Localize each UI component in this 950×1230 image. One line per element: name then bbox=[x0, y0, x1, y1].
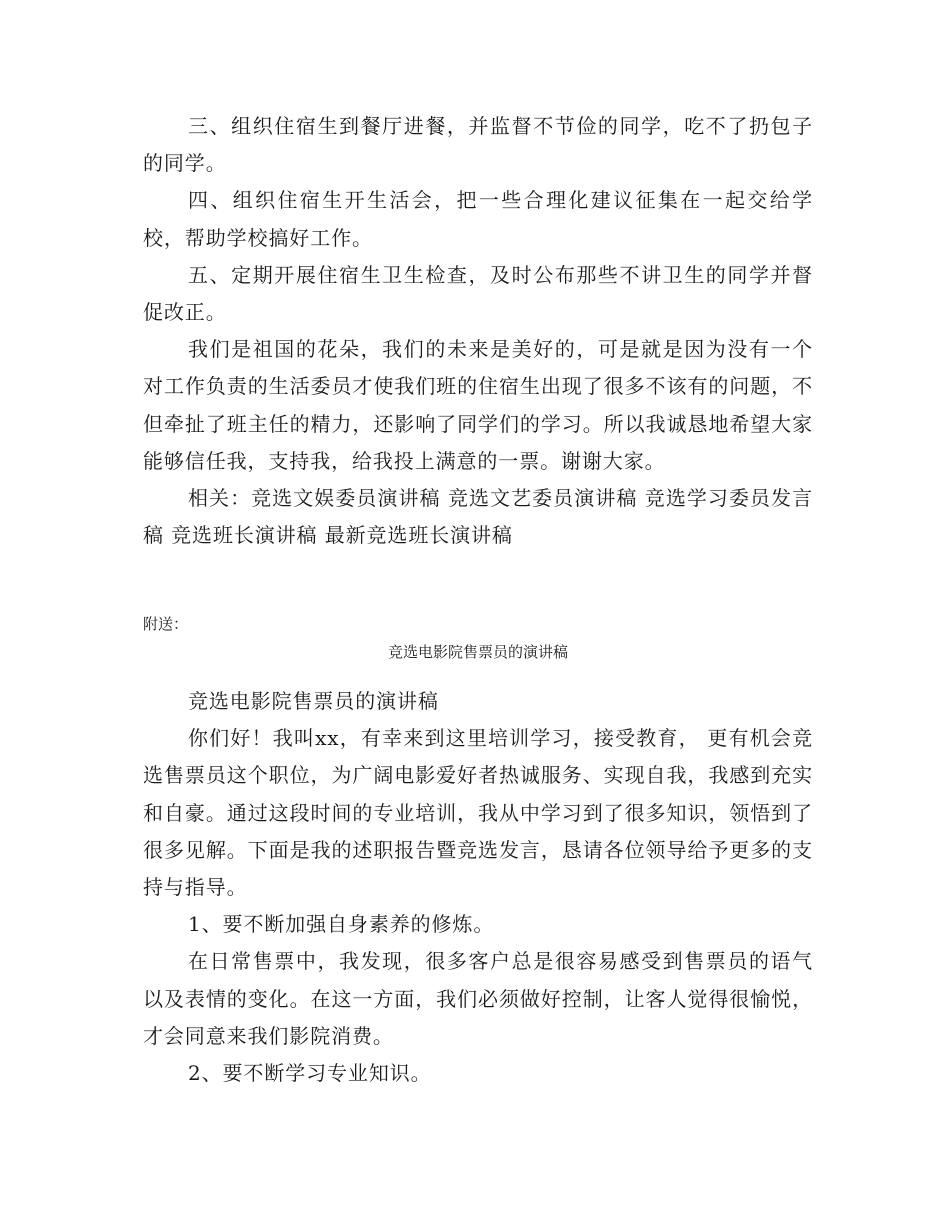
document-body-bottom bbox=[143, 683, 813, 1092]
point-1-heading: 1、要不断加强自身素养的修炼。 bbox=[188, 912, 495, 937]
appendix-title: 竞选电影院售票员的演讲稿 bbox=[387, 643, 568, 661]
related-links-paragraph: 相关：竞选文娱委员演讲稿 竞选文艺委员演讲稿 竞选学习委员发言稿 竞选班长演讲稿 最新竞选班长演讲稿 bbox=[143, 486, 813, 548]
paragraph-closing: 我们是祖国的花朵，我们的未来是美好的，可是就是因为没有一个对工作负责的生活委员才使我们班的住宿生出现了很多不该有的问题，不但牵扯了班主任的精力，还影响了同学们的学习。所以我诚恳地希望大家能够信任我，支持我，给我投上满意的一票。谢谢大家。 bbox=[143, 337, 813, 473]
appendix-label: 附送： bbox=[143, 615, 189, 633]
speech-heading: 竞选电影院售票员的演讲稿 bbox=[188, 689, 439, 713]
paragraph-item-5: 五、定期开展住宿生卫生检查，及时公布那些不讲卫生的同学并督促改正。 bbox=[143, 262, 813, 325]
document-body-top bbox=[143, 108, 813, 554]
paragraph-item-3: 三、组织住宿生到餐厅进餐，并监督不节俭的同学，吃不了扔包子的同学。 bbox=[143, 114, 813, 176]
point-1-paragraph: 在日常售票中，我发现，很多客户总是很容易感受到售票员的语气以及表情的变化。在这一方面，我们必须做好控制，让客人觉得很愉悦，才会同意来我们影院消费。 bbox=[143, 949, 813, 1048]
point-2-heading: 2、要不断学习专业知识。 bbox=[188, 1061, 432, 1086]
speech-intro-paragraph: 你们好！我叫xx，有幸来到这里培训学习，接受教育， 更有机会竞选售票员这个职位，为广阔电影爱好者热诚服务、实现自我，我感到充实和自豪。通过这段时间的专业培训，我从中学习到了很多知识，领悟到了很多见解。下面是我的述职报告暨竞选发言，恳请各位领导给予更多的支持与指导。 bbox=[143, 726, 813, 900]
paragraph-item-4: 四、组织住宿生开生活会，把一些合理化建议征集在一起交给学校，帮助学校搞好工作。 bbox=[143, 188, 813, 250]
